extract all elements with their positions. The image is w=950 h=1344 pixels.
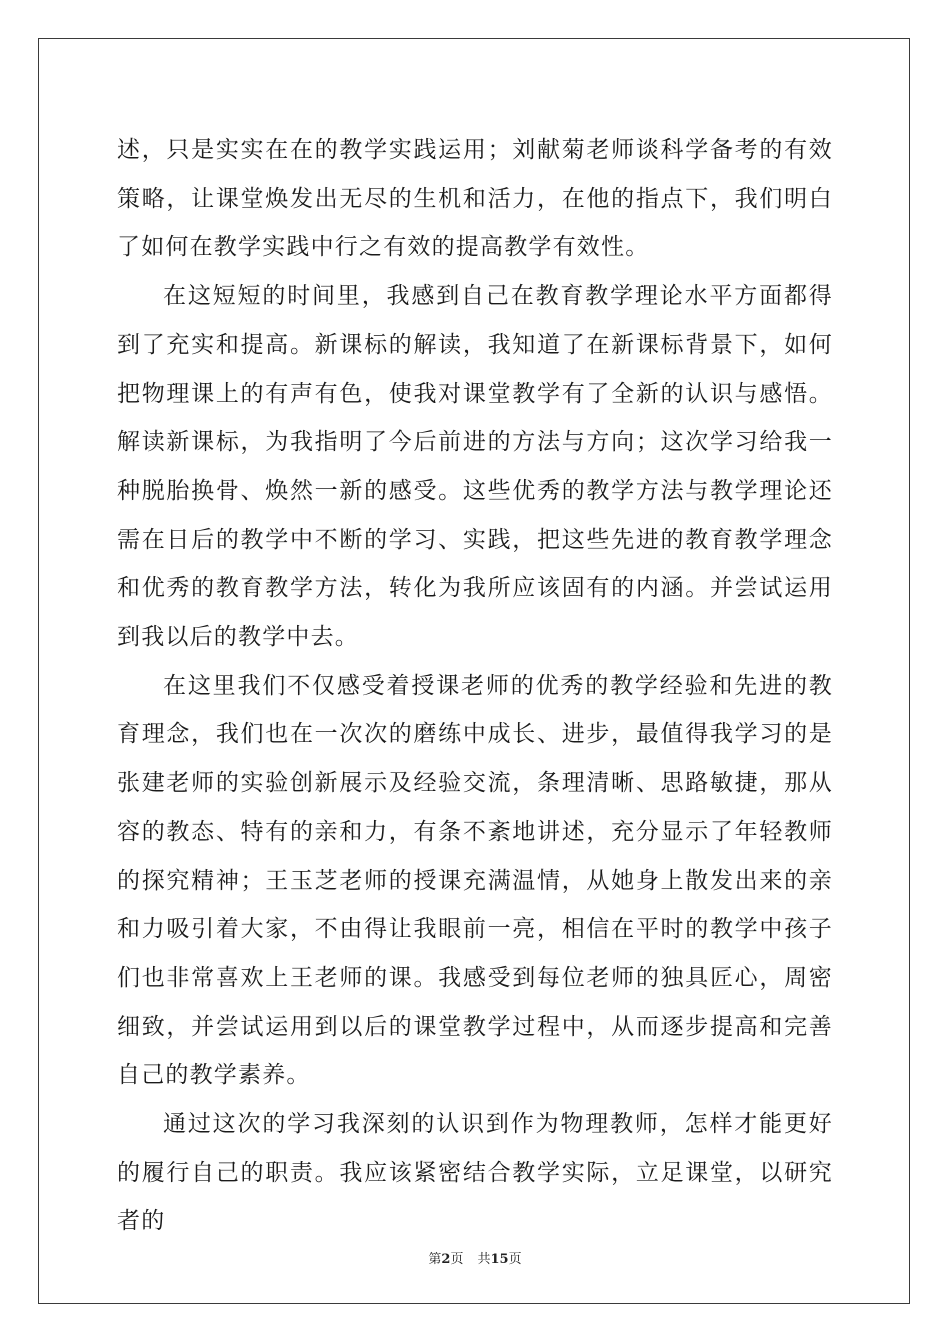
page-prefix: 第 bbox=[428, 1252, 442, 1267]
paragraph-1: 述，只是实实在在的教学实践运用；刘献菊老师谈科学备考的有效策略，让课堂焕发出无尽的生机和活力，在他的指点下，我们明白了如何在教学实践中行之有效的提高教学有效性。 bbox=[117, 137, 833, 261]
page-suffix: 页 bbox=[450, 1252, 464, 1267]
total-suffix: 页 bbox=[508, 1252, 522, 1267]
paragraph-2: 在这短短的时间里，我感到自己在教育教学理论水平方面都得到了充实和提高。新课标的解读，我知道了在新课标背景下，如何把物理课上的有声有色，使我对课堂教学有了全新的认识与感悟。解读新课标，为我指明了今后前进的方法与方向；这次学习给我一种脱胎换骨、焕然一新的感受。这些优秀的教学方法与教学理论还需在日后的教学中不断的学习、实践，把这些先进的教育教学理念和优秀的教育教学方法，转化为我所应该固有的内涵。并尝试运用到我以后的教学中去。 bbox=[117, 283, 833, 651]
page-number: 2 bbox=[441, 1252, 451, 1267]
paragraph-4: 通过这次的学习我深刻的认识到作为物理教师，怎样才能更好的履行自己的职责。我应该紧密结合教学实际，立足课堂，以研究者的 bbox=[117, 1111, 833, 1235]
paragraph-3: 在这里我们不仅感受着授课老师的优秀的教学经验和先进的教育理念，我们也在一次次的磨练中成长、进步，最值得我学习的是张建老师的实验创新展示及经验交流，条理清晰、思路敏捷，那从容的教态、特有的亲和力，有条不紊地讲述，充分显示了年轻教师的探究精神；王玉芝老师的授课充满温情，从她身上散发出来的亲和力吸引着大家，不由得让我眼前一亮，相信在平时的教学中孩子们也非常喜欢上王老师的课。我感受到每位老师的独具匠心，周密细致，并尝试运用到以后的课堂教学过程中，从而逐步提高和完善自己的教学素养。 bbox=[117, 672, 833, 1089]
total-pages: 15 bbox=[490, 1252, 509, 1267]
total-prefix: 共 bbox=[477, 1252, 491, 1267]
document-body bbox=[117, 126, 833, 1246]
page-footer bbox=[0, 1248, 950, 1267]
